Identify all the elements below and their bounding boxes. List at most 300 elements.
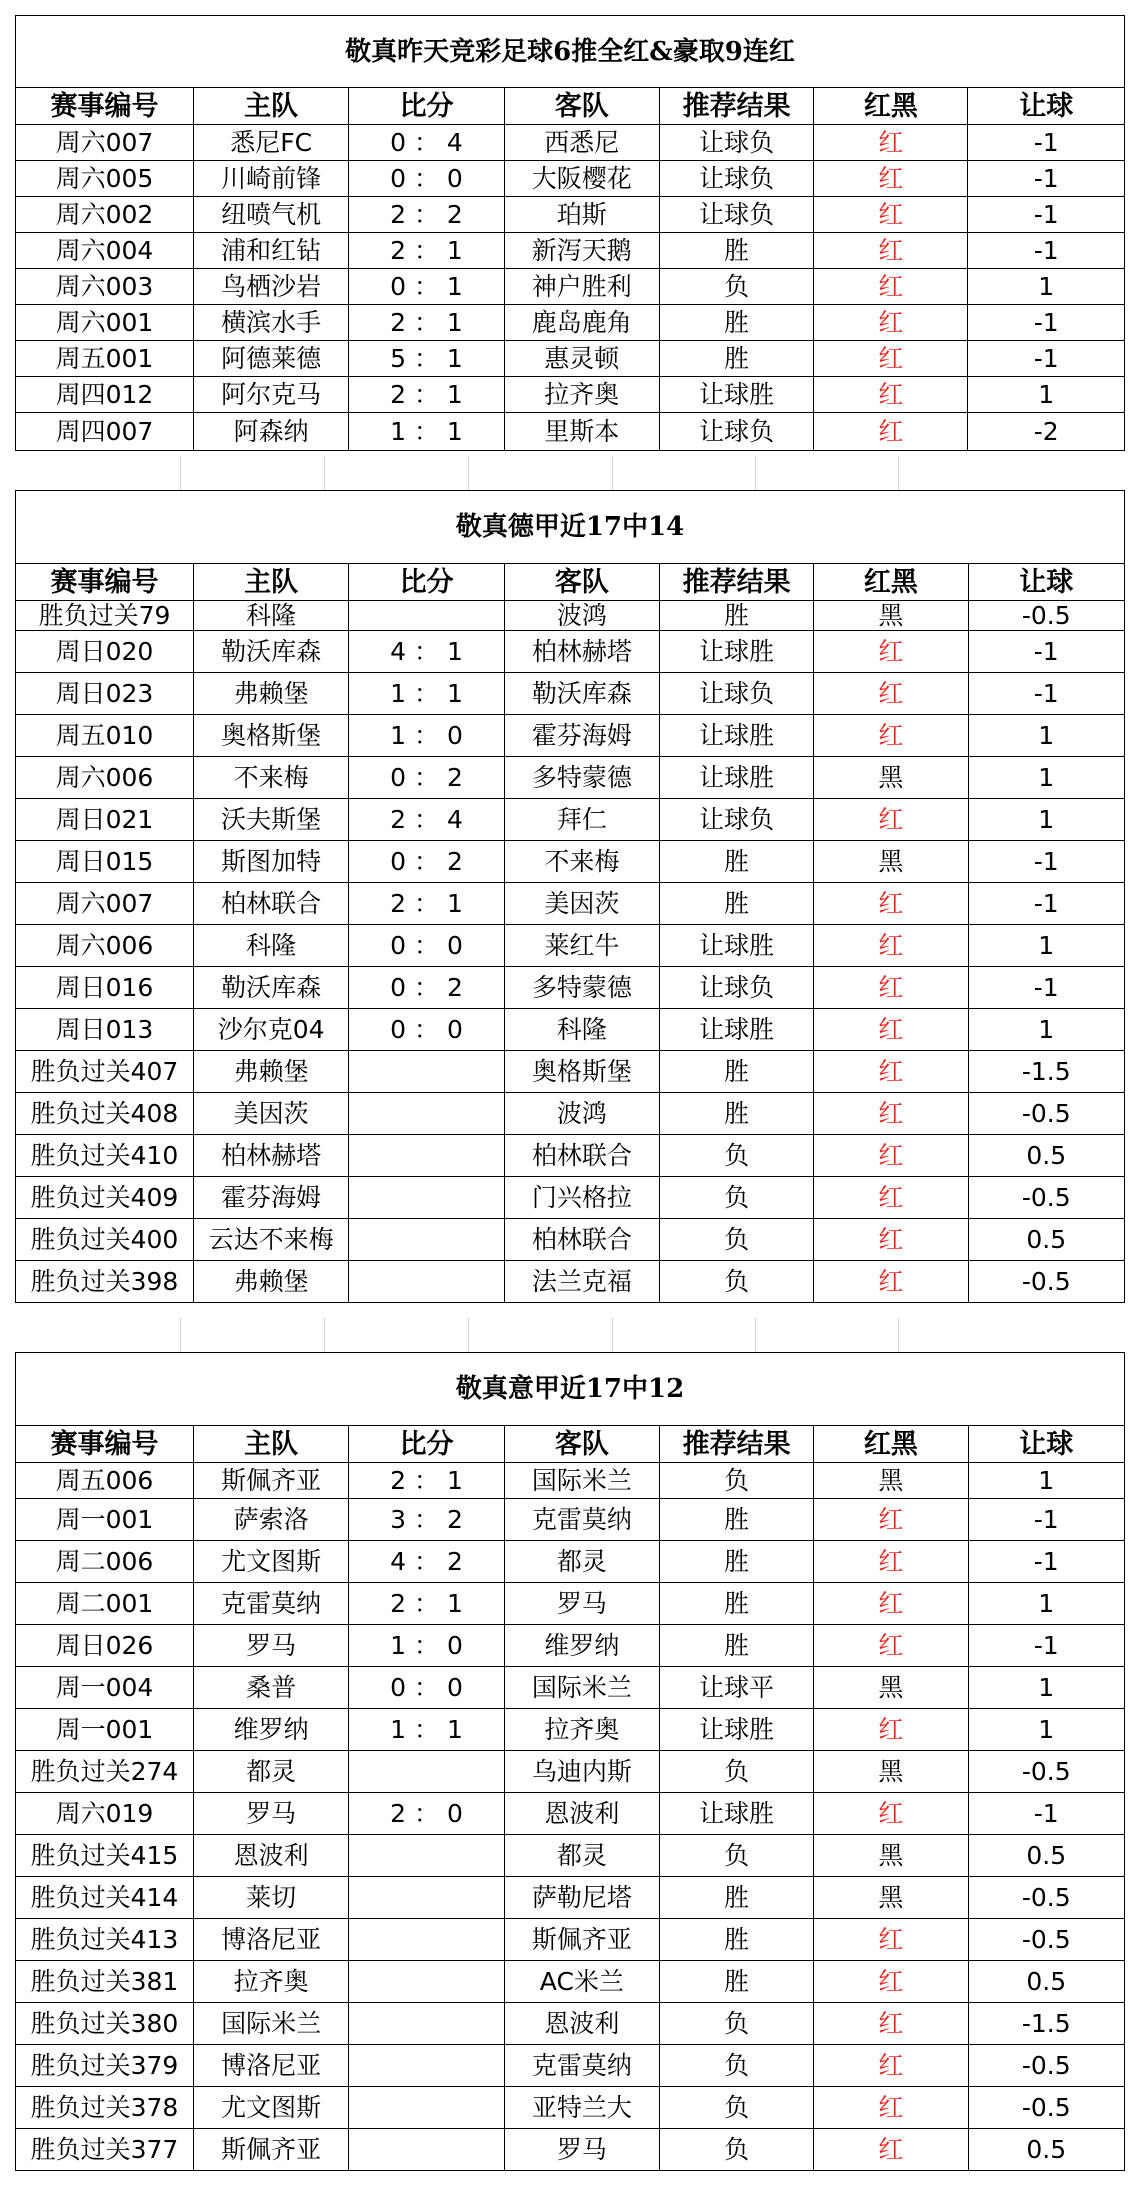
match-id-cell: 周五006 [16,1463,194,1499]
handicap-cell: 1 [968,1583,1124,1625]
spacer-divider [755,1318,756,1352]
handicap-cell: 0.5 [968,1219,1124,1261]
score-cell [349,1961,504,2003]
table-row [16,925,1125,967]
result-cell: 黑 [814,1667,968,1709]
table-row [16,1961,1125,2003]
score-cell: 0 ： 1 [349,269,504,305]
match-id-cell: 周日015 [16,841,194,883]
home-team-cell: 维罗纳 [193,1709,348,1751]
recommendation-cell: 负 [660,1835,814,1877]
handicap-cell: 1 [968,1009,1124,1051]
handicap-cell: -2 [968,413,1125,451]
handicap-cell: 1 [968,925,1124,967]
section-spacer [15,1318,1125,1352]
score-cell: 4 ： 1 [349,631,504,673]
recommendation-cell: 负 [660,1219,814,1261]
score-cell: 5 ： 1 [349,341,504,377]
away-team-cell: 国际米兰 [504,1667,659,1709]
home-team-cell: 奥格斯堡 [193,715,348,757]
away-team-cell: 拜仁 [504,799,659,841]
home-team-cell: 萨索洛 [193,1499,348,1541]
home-team-cell: 浦和红钻 [193,233,348,269]
recommendation-cell: 让球负 [660,799,814,841]
table-row [16,413,1125,451]
result-cell: 红 [814,1961,968,2003]
score-cell: 0 ： 2 [349,967,504,1009]
recommendation-cell: 负 [660,1261,814,1303]
handicap-cell: -1 [968,967,1124,1009]
result-cell: 红 [814,1919,968,1961]
score-cell [349,1135,504,1177]
table-row [16,2045,1125,2087]
handicap-cell: -0.5 [968,1751,1124,1793]
header-recommendation: 推荐结果 [659,88,813,125]
home-team-cell: 博洛尼亚 [193,2045,348,2087]
score-cell: 0 ： 2 [349,757,504,799]
away-team-cell: 都灵 [504,1835,659,1877]
header-away-team: 客队 [504,88,659,125]
table-row [16,1219,1125,1261]
home-team-cell: 都灵 [193,1751,348,1793]
result-cell: 红 [814,1709,968,1751]
home-team-cell: 斯佩齐亚 [193,1463,348,1499]
handicap-cell: -0.5 [968,1877,1124,1919]
away-team-cell: 惠灵顿 [504,341,659,377]
table-row [16,1177,1125,1219]
recommendation-cell: 让球负 [659,413,813,451]
result-cell: 黑 [814,1877,968,1919]
handicap-cell: -0.5 [968,1919,1124,1961]
score-cell: 3 ： 2 [349,1499,504,1541]
handicap-cell: 1 [968,1709,1124,1751]
table-row [16,1541,1125,1583]
handicap-cell: -1 [968,673,1124,715]
match-id-cell: 胜负过关378 [16,2087,194,2129]
home-team-cell: 悉尼FC [193,125,348,161]
table-row [16,631,1125,673]
score-cell: 2 ： 4 [349,799,504,841]
recommendation-cell: 负 [660,2087,814,2129]
header-row [16,88,1125,125]
home-team-cell: 尤文图斯 [193,2087,348,2129]
header-recommendation: 推荐结果 [660,1426,814,1463]
match-id-cell: 周六006 [16,757,194,799]
handicap-cell: 0.5 [968,1961,1124,2003]
title-row [16,16,1125,88]
header-score: 比分 [349,1426,504,1463]
result-cell: 红 [814,2129,968,2171]
match-id-cell: 周一001 [16,1499,194,1541]
spacer-divider [755,456,756,490]
score-cell: 0 ： 0 [349,1667,504,1709]
handicap-cell: 1 [968,715,1124,757]
handicap-cell: -1 [968,233,1125,269]
handicap-cell: -1 [968,1499,1124,1541]
away-team-cell: 亚特兰大 [504,2087,659,2129]
recommendation-cell: 让球胜 [659,377,813,413]
result-cell: 黑 [814,601,968,631]
handicap-cell: -1 [968,161,1125,197]
recommendation-cell: 让球胜 [660,631,814,673]
header-match-id: 赛事编号 [16,564,194,601]
table-row [16,1877,1125,1919]
section-serie-a [15,1352,1125,2171]
result-cell: 红 [814,1261,968,1303]
handicap-cell: 0.5 [968,2129,1124,2171]
away-team-cell: 门兴格拉 [504,1177,659,1219]
home-team-cell: 美因茨 [193,1093,348,1135]
away-team-cell: 大阪樱花 [504,161,659,197]
result-cell: 红 [814,1009,968,1051]
match-id-cell: 周日016 [16,967,194,1009]
recommendation-cell: 让球胜 [660,715,814,757]
score-cell: 2 ： 1 [349,1583,504,1625]
away-team-cell: 多特蒙德 [504,967,659,1009]
handicap-cell: -1 [968,1541,1124,1583]
table-row [16,1583,1125,1625]
away-team-cell: 拉齐奥 [504,1709,659,1751]
score-cell [349,601,504,631]
table-row [16,1793,1125,1835]
table-row [16,841,1125,883]
section-bundesliga [15,490,1125,1303]
score-cell [349,1261,504,1303]
away-team-cell: 神户胜利 [504,269,659,305]
table-row [16,1135,1125,1177]
match-id-cell: 周日023 [16,673,194,715]
away-team-cell: 不来梅 [504,841,659,883]
match-id-cell: 胜负过关381 [16,1961,194,2003]
home-team-cell: 纽喷气机 [193,197,348,233]
home-team-cell: 斯图加特 [193,841,348,883]
handicap-cell: 1 [968,269,1125,305]
home-team-cell: 拉齐奥 [193,1961,348,2003]
result-cell: 黑 [814,757,968,799]
match-id-cell: 周四012 [16,377,194,413]
away-team-cell: 霍芬海姆 [504,715,659,757]
away-team-cell: 勒沃库森 [504,673,659,715]
away-team-cell: 拉齐奥 [504,377,659,413]
table-row [16,601,1125,631]
score-cell [349,1751,504,1793]
result-cell: 黑 [814,1463,968,1499]
table-row [16,1751,1125,1793]
score-cell [349,2129,504,2171]
home-team-cell: 科隆 [193,601,348,631]
table-row [16,757,1125,799]
results-table-bundesliga [15,490,1125,1303]
recommendation-cell: 胜 [660,1961,814,2003]
table-row [16,1667,1125,1709]
table-row [16,161,1125,197]
section-yesterday [15,15,1125,451]
score-cell: 0 ： 0 [349,1009,504,1051]
match-id-cell: 周日026 [16,1625,194,1667]
match-id-cell: 周一001 [16,1709,194,1751]
table-row [16,2129,1125,2171]
table-row [16,1499,1125,1541]
table-row [16,1093,1125,1135]
away-team-cell: 珀斯 [504,197,659,233]
home-team-cell: 鸟栖沙岩 [193,269,348,305]
section-title: 敬真意甲近17中12 [16,1353,1125,1426]
table-row [16,233,1125,269]
home-team-cell: 柏林赫塔 [193,1135,348,1177]
match-id-cell: 胜负过关398 [16,1261,194,1303]
away-team-cell: 新泻天鹅 [504,233,659,269]
result-cell: 红 [814,1219,968,1261]
table-row [16,269,1125,305]
away-team-cell: 柏林赫塔 [504,631,659,673]
handicap-cell: -1 [968,305,1125,341]
result-cell: 黑 [814,1835,968,1877]
spacer-divider [468,456,469,490]
table-row [16,1051,1125,1093]
result-cell: 红 [814,161,968,197]
home-team-cell: 国际米兰 [193,2003,348,2045]
header-match-id: 赛事编号 [16,88,194,125]
home-team-cell: 博洛尼亚 [193,1919,348,1961]
score-cell [349,1835,504,1877]
away-team-cell: 都灵 [504,1541,659,1583]
recommendation-cell: 让球胜 [660,1793,814,1835]
home-team-cell: 云达不来梅 [193,1219,348,1261]
recommendation-cell: 负 [660,2129,814,2171]
table-row [16,1625,1125,1667]
away-team-cell: 克雷莫纳 [504,1499,659,1541]
score-cell [349,1219,504,1261]
header-result: 红黑 [814,564,968,601]
match-id-cell: 周六001 [16,305,194,341]
handicap-cell: -1 [968,341,1125,377]
title-row [16,491,1125,564]
recommendation-cell: 负 [660,1177,814,1219]
recommendation-cell: 胜 [660,841,814,883]
recommendation-cell: 负 [660,1463,814,1499]
handicap-cell: -1 [968,841,1124,883]
score-cell: 0 ： 4 [349,125,504,161]
score-cell: 2 ： 2 [349,197,504,233]
header-result: 红黑 [814,88,968,125]
recommendation-cell: 胜 [660,1625,814,1667]
score-cell: 1 ： 1 [349,413,504,451]
recommendation-cell: 让球负 [659,125,813,161]
score-cell: 0 ： 2 [349,841,504,883]
match-id-cell: 周五010 [16,715,194,757]
score-cell: 0 ： 0 [349,161,504,197]
score-cell: 1 ： 1 [349,1709,504,1751]
away-team-cell: 波鸿 [504,1093,659,1135]
recommendation-cell: 胜 [659,341,813,377]
match-id-cell: 周六002 [16,197,194,233]
header-away-team: 客队 [504,1426,659,1463]
result-cell: 红 [814,673,968,715]
header-home-team: 主队 [193,88,348,125]
home-team-cell: 勒沃库森 [193,967,348,1009]
handicap-cell: -1 [968,1793,1124,1835]
away-team-cell: 鹿岛鹿角 [504,305,659,341]
result-cell: 红 [814,1499,968,1541]
spacer-divider [468,1318,469,1352]
home-team-cell: 阿森纳 [193,413,348,451]
spacer-divider [180,456,181,490]
recommendation-cell: 胜 [660,1499,814,1541]
match-id-cell: 胜负过关409 [16,1177,194,1219]
spacer-divider [898,1318,899,1352]
match-id-cell: 周日021 [16,799,194,841]
away-team-cell: 维罗纳 [504,1625,659,1667]
match-id-cell: 周四007 [16,413,194,451]
result-cell: 红 [814,197,968,233]
header-away-team: 客队 [504,564,659,601]
score-cell: 2 ： 1 [349,233,504,269]
recommendation-cell: 胜 [660,883,814,925]
home-team-cell: 弗赖堡 [193,1261,348,1303]
result-cell: 红 [814,1625,968,1667]
score-cell: 2 ： 1 [349,377,504,413]
handicap-cell: 1 [968,799,1124,841]
result-cell: 红 [814,925,968,967]
recommendation-cell: 胜 [660,1919,814,1961]
home-team-cell: 克雷莫纳 [193,1583,348,1625]
recommendation-cell: 让球负 [660,673,814,715]
match-id-cell: 胜负过关408 [16,1093,194,1135]
away-team-cell: 莱红牛 [504,925,659,967]
home-team-cell: 沙尔克04 [193,1009,348,1051]
recommendation-cell: 让球胜 [660,757,814,799]
spacer-divider [324,1318,325,1352]
score-cell: 2 ： 0 [349,1793,504,1835]
recommendation-cell: 负 [659,269,813,305]
handicap-cell: -1 [968,1625,1124,1667]
table-row [16,967,1125,1009]
score-cell: 4 ： 2 [349,1541,504,1583]
home-team-cell: 霍芬海姆 [193,1177,348,1219]
recommendation-cell: 胜 [660,1583,814,1625]
handicap-cell: -1 [968,631,1124,673]
away-team-cell: 美因茨 [504,883,659,925]
table-row [16,1919,1125,1961]
recommendation-cell: 负 [660,2045,814,2087]
home-team-cell: 罗马 [193,1793,348,1835]
result-cell: 红 [814,2045,968,2087]
match-id-cell: 周六004 [16,233,194,269]
handicap-cell: 1 [968,1463,1124,1499]
match-id-cell: 胜负过关407 [16,1051,194,1093]
match-id-cell: 胜负过关415 [16,1835,194,1877]
score-cell: 2 ： 1 [349,883,504,925]
home-team-cell: 勒沃库森 [193,631,348,673]
away-team-cell: 萨勒尼塔 [504,1877,659,1919]
handicap-cell: -0.5 [968,2087,1124,2129]
result-cell: 红 [814,269,968,305]
result-cell: 红 [814,125,968,161]
away-team-cell: 法兰克福 [504,1261,659,1303]
result-cell: 红 [814,377,968,413]
result-cell: 红 [814,1541,968,1583]
result-cell: 红 [814,2003,968,2045]
match-id-cell: 周日013 [16,1009,194,1051]
result-cell: 红 [814,1051,968,1093]
away-team-cell: 斯佩齐亚 [504,1919,659,1961]
recommendation-cell: 让球平 [660,1667,814,1709]
table-row [16,1261,1125,1303]
handicap-cell: 1 [968,1667,1124,1709]
table-row [16,341,1125,377]
score-cell [349,2087,504,2129]
home-team-cell: 柏林联合 [193,883,348,925]
spacer-divider [324,456,325,490]
match-id-cell: 胜负过关414 [16,1877,194,1919]
result-cell: 红 [814,1177,968,1219]
home-team-cell: 尤文图斯 [193,1541,348,1583]
away-team-cell: 恩波利 [504,1793,659,1835]
handicap-cell: -1.5 [968,2003,1124,2045]
recommendation-cell: 胜 [660,1093,814,1135]
home-team-cell: 斯佩齐亚 [193,2129,348,2171]
away-team-cell: 里斯本 [504,413,659,451]
recommendation-cell: 让球负 [660,967,814,1009]
score-cell: 1 ： 0 [349,715,504,757]
table-row [16,799,1125,841]
handicap-cell: -1 [968,125,1125,161]
handicap-cell: -0.5 [968,601,1124,631]
away-team-cell: 柏林联合 [504,1219,659,1261]
spacer-divider [180,1318,181,1352]
score-cell: 1 ： 0 [349,1625,504,1667]
table-row [16,125,1125,161]
away-team-cell: 恩波利 [504,2003,659,2045]
result-cell: 红 [814,799,968,841]
away-team-cell: 西悉尼 [504,125,659,161]
table-row [16,673,1125,715]
table-row [16,305,1125,341]
handicap-cell: -1.5 [968,1051,1124,1093]
recommendation-cell: 胜 [659,305,813,341]
header-handicap: 让球 [968,88,1125,125]
score-cell [349,1051,504,1093]
home-team-cell: 弗赖堡 [193,1051,348,1093]
match-id-cell: 周一004 [16,1667,194,1709]
away-team-cell: 科隆 [504,1009,659,1051]
home-team-cell: 弗赖堡 [193,673,348,715]
table-row [16,883,1125,925]
table-row [16,1009,1125,1051]
results-table-serie-a [15,1352,1125,2171]
table-row [16,2087,1125,2129]
handicap-cell: -0.5 [968,1093,1124,1135]
home-team-cell: 罗马 [193,1625,348,1667]
away-team-cell: 乌迪内斯 [504,1751,659,1793]
score-cell [349,1877,504,1919]
score-cell [349,2045,504,2087]
header-result: 红黑 [814,1426,968,1463]
match-id-cell: 胜负过关379 [16,2045,194,2087]
home-team-cell: 莱切 [193,1877,348,1919]
header-score: 比分 [349,88,504,125]
home-team-cell: 川崎前锋 [193,161,348,197]
section-spacer [15,456,1125,490]
table-row [16,1463,1125,1499]
home-team-cell: 桑普 [193,1667,348,1709]
result-cell: 红 [814,305,968,341]
header-handicap: 让球 [968,564,1124,601]
home-team-cell: 横滨水手 [193,305,348,341]
match-id-cell: 周六003 [16,269,194,305]
header-home-team: 主队 [193,564,348,601]
away-team-cell: 多特蒙德 [504,757,659,799]
